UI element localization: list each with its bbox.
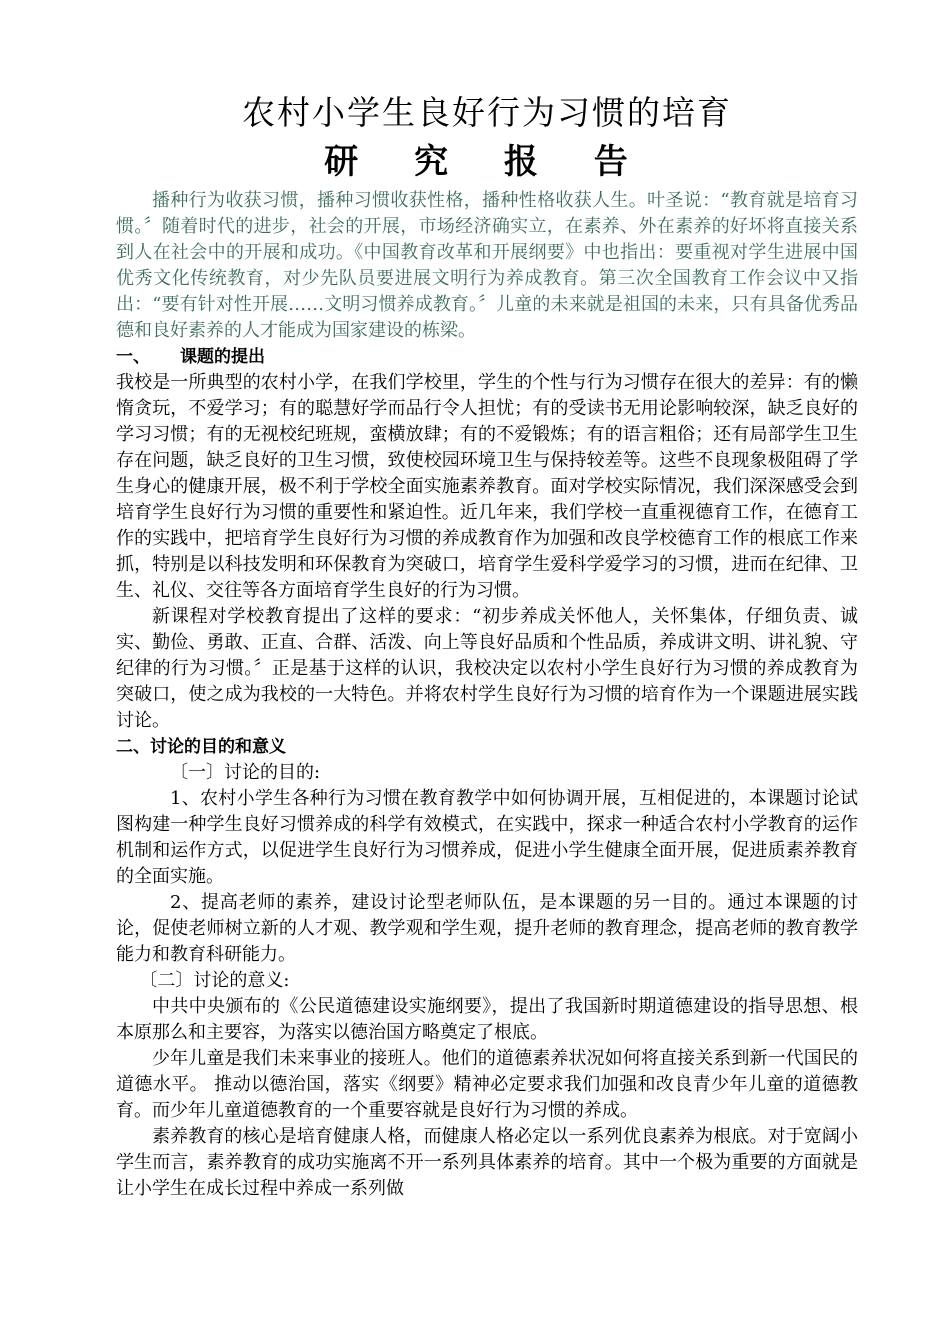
section-1-paragraph-1: 我校是一所典型的农村小学，在我们学校里，学生的个性与行为习惯存在很大的差异：有的懒惰贪玩，不爱学习；有的聪慧好学而品行令人担忧；有的受读书无用论影响较深，缺乏良好的学习习惯；有的无视校纪班规，蛮横放肆；有的不爱锻炼；有的语言粗俗；还有局部学生卫生存在问题，缺乏良好的卫生习惯，致使校园环境卫生与保持较差等。这些不良现象极阻碍了学生身心的健康开展，极不利于学校全面实施素养教育。面对学校实际情况，我们深深感受会到培育学生良好行为习惯的重要性和紧迫性。近几年来，我们学校一直重视德育工作，在德育工作的实践中，把培育学生良好行为习惯的养成教育作为加强和改良学校德育工作的根底工作来抓，特别是以科技发明和环保教育为突破口，培育学生爱科学爱学习的习惯，进而在纪律、卫生、礼仪、交往等各方面培育学生良好的行为习惯。 — [116, 372, 858, 601]
section-2-meaning-2: 少年儿童是我们未来事业的接班人。他们的道德素养状况如何将直接关系到新一代国民的道德水平。 推动以德治国，落实《纲要》精神必定要求我们加强和改良青少年儿童的道德教育。而少年儿童道德教育的一个重要容就是良好行为习惯的养成。 — [116, 1048, 858, 1121]
section-2-item-1: 1、农村小学生各种行为习惯在教育教学中如何协调开展，互相促进的，本课题讨论试图构建一种学生良好习惯养成的科学有效模式，在实践中，探求一种适合农村小学教育的运作机制和运作方式，以促进学生良好行为习惯养成，促进小学生健康全面开展，促进质素养教育的全面实施。 — [116, 788, 858, 887]
section-1-number: 一、 — [116, 347, 150, 367]
section-1-paragraph-2: 新课程对学校教育提出了这样的要求：“初步养成关怀他人，关怀集体，仔细负责、诚实、勤俭、勇敢、正直、合群、活泼、向上等良好品质和个性品质，养成讲文明、讲礼貌、守纪律的行为习惯。〞正是基于这样的认识，我校决定以农村小学生良好行为习惯的养成教育为突破口，使之成为我校的一大特色。并将农村学生良好行为习惯的培育作为一个课题进展实践讨论。 — [116, 606, 858, 731]
section-1-heading — [116, 344, 858, 370]
document-subtitle: 研 究 报 告 — [324, 142, 650, 182]
section-2-item-2: 2、提高老师的素养，建设讨论型老师队伍，是本课题的另一目的。通过本课题的讨论，促使老师树立新的人才观、教学观和学生观，提升老师的教育理念，提高老师的教育教学能力和教育科研能力。 — [116, 892, 858, 965]
section-1-title: 课题的提出 — [180, 347, 265, 367]
intro-paragraph: 播种行为收获习惯，播种习惯收获性格，播种性格收获人生。叶圣说：“教育就是培育习惯。〞随着时代的进步，社会的开展，市场经济确实立，在素养、外在素养的好坏将直接关系到人在社会中的开展和成功。《中国教育改革和开展纲要》中也指出：要重视对学生进展中国优秀文化传统教育，对少先队员要进展文明行为养成教育。第三次全国教育工作会议中又指出：“要有针对性开展……文明习惯养成教育。〞儿童的未来就是祖国的未来，只有具备优秀品德和良好素养的人才能成为国家建设的栋梁。 — [116, 190, 858, 341]
section-2-subheading-1: 〔一〕讨论的目的: — [170, 762, 321, 783]
section-2-subheading-2: 〔二〕讨论的意义: — [139, 970, 290, 991]
section-2-heading: 二、讨论的目的和意义 — [116, 737, 286, 757]
document-title: 农村小学生良好行为习惯的培育 — [242, 93, 732, 132]
document-page — [116, 90, 858, 1202]
section-2-meaning-3: 素养教育的核心是培育健康人格，而健康人格必定以一系列优良素养为根底。对于宽阔小学生而言，素养教育的成功实施离不开一系列具体素养的培育。其中一个极为重要的方面就是让小学生在成长过程中养成一系列做 — [116, 1126, 858, 1199]
section-2-meaning-1: 中共中央颁布的《公民道德建设实施纲要》，提出了我国新时期道德建设的指导思想、根本原那么和主要容，为落实以德治国方略奠定了根底。 — [116, 996, 858, 1043]
